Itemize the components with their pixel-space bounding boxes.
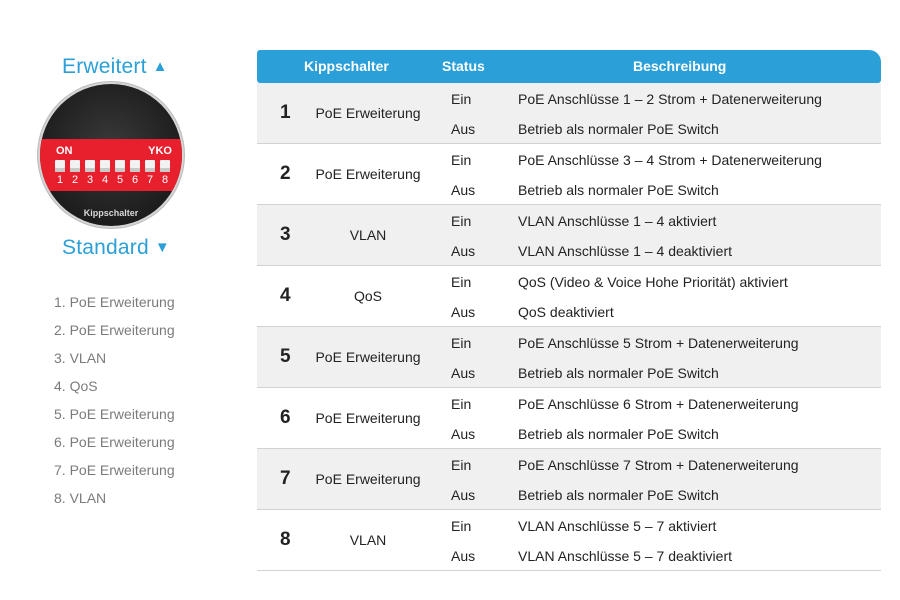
row-function: PoE Erweiterung bbox=[315, 349, 421, 365]
list-item: 6. PoE Erweiterung bbox=[54, 434, 175, 450]
table-row bbox=[257, 449, 881, 510]
desc-off: Betrieb als normaler PoE Switch bbox=[518, 182, 719, 198]
status-off: Aus bbox=[451, 487, 476, 503]
advanced-text: Erweitert bbox=[62, 55, 147, 78]
standard-mode-label bbox=[62, 236, 170, 260]
desc-on: PoE Anschlüsse 3 – 4 Strom + Datenerweiterung bbox=[518, 152, 822, 168]
table-row bbox=[257, 510, 881, 571]
desc-on: VLAN Anschlüsse 1 – 4 aktiviert bbox=[518, 213, 717, 229]
status-off: Aus bbox=[451, 365, 476, 381]
row-number: 4 bbox=[280, 285, 291, 306]
status-on: Ein bbox=[451, 152, 472, 168]
list-item: 2. PoE Erweiterung bbox=[54, 322, 175, 338]
dip-lever bbox=[100, 160, 110, 172]
status-off: Aus bbox=[451, 426, 476, 442]
status-on: Ein bbox=[451, 457, 472, 473]
advanced-mode-label bbox=[62, 55, 168, 79]
desc-on: PoE Anschlüsse 7 Strom + Datenerweiterung bbox=[518, 457, 799, 473]
dip-switch-image bbox=[40, 84, 182, 226]
desc-on: PoE Anschlüsse 5 Strom + Datenerweiterung bbox=[518, 335, 799, 351]
left-panel bbox=[0, 0, 240, 600]
row-function: PoE Erweiterung bbox=[315, 105, 421, 121]
status-off: Aus bbox=[451, 548, 476, 564]
desc-on: QoS (Video & Voice Hohe Priorität) aktiviert bbox=[518, 274, 788, 290]
dip-lever bbox=[70, 160, 80, 172]
switch-legend-list bbox=[54, 288, 175, 512]
list-item: 8. VLAN bbox=[54, 490, 107, 506]
dip-number: 2 bbox=[71, 174, 79, 186]
dip-switch-body bbox=[40, 139, 182, 191]
status-on: Ein bbox=[451, 274, 472, 290]
triangle-down-icon: ▼ bbox=[154, 239, 170, 256]
row-number: 2 bbox=[280, 163, 291, 184]
table-row bbox=[257, 327, 881, 388]
status-on: Ein bbox=[451, 335, 472, 351]
header-description: Beschreibung bbox=[633, 58, 727, 74]
row-number: 6 bbox=[280, 407, 291, 428]
table-header bbox=[257, 50, 881, 83]
row-function: PoE Erweiterung bbox=[315, 410, 421, 426]
desc-off: Betrieb als normaler PoE Switch bbox=[518, 426, 719, 442]
dip-lever bbox=[55, 160, 65, 172]
row-number: 8 bbox=[280, 529, 291, 550]
list-item: 4. QoS bbox=[54, 378, 98, 394]
dip-switch-numbers bbox=[54, 174, 174, 188]
header-status: Status bbox=[442, 58, 485, 74]
standard-text: Standard bbox=[62, 236, 149, 259]
row-function: VLAN bbox=[349, 532, 387, 548]
list-item: 1. PoE Erweiterung bbox=[54, 294, 175, 310]
row-number: 3 bbox=[280, 224, 291, 245]
list-item: 5. PoE Erweiterung bbox=[54, 406, 175, 422]
dip-caption: Kippschalter bbox=[83, 208, 139, 218]
dip-number: 5 bbox=[116, 174, 124, 186]
dip-number: 3 bbox=[86, 174, 94, 186]
desc-off: Betrieb als normaler PoE Switch bbox=[518, 487, 719, 503]
status-off: Aus bbox=[451, 121, 476, 137]
desc-off: VLAN Anschlüsse 5 – 7 deaktiviert bbox=[518, 548, 733, 564]
dip-number: 6 bbox=[131, 174, 139, 186]
table-row bbox=[257, 83, 881, 144]
status-on: Ein bbox=[451, 396, 472, 412]
row-number: 5 bbox=[280, 346, 291, 367]
dip-on-label: ON bbox=[56, 145, 73, 157]
list-item: 3. VLAN bbox=[54, 350, 107, 366]
dip-lever bbox=[160, 160, 170, 172]
desc-on: VLAN Anschlüsse 5 – 7 aktiviert bbox=[518, 518, 717, 534]
list-item: 7. PoE Erweiterung bbox=[54, 462, 175, 478]
triangle-up-icon: ▲ bbox=[152, 58, 168, 75]
dip-lever bbox=[145, 160, 155, 172]
desc-on: PoE Anschlüsse 6 Strom + Datenerweiterung bbox=[518, 396, 799, 412]
desc-off: QoS deaktiviert bbox=[518, 304, 614, 320]
status-off: Aus bbox=[451, 243, 476, 259]
dip-lever bbox=[85, 160, 95, 172]
dip-number: 8 bbox=[161, 174, 169, 186]
header-switch: Kippschalter bbox=[304, 58, 389, 74]
desc-on: PoE Anschlüsse 1 – 2 Strom + Datenerweiterung bbox=[518, 91, 822, 107]
table-row bbox=[257, 144, 881, 205]
dip-lever bbox=[115, 160, 125, 172]
dip-switch-levers bbox=[54, 160, 174, 174]
dip-lever bbox=[130, 160, 140, 172]
desc-off: Betrieb als normaler PoE Switch bbox=[518, 365, 719, 381]
row-function: VLAN bbox=[349, 227, 387, 243]
status-on: Ein bbox=[451, 91, 472, 107]
row-function: PoE Erweiterung bbox=[315, 166, 421, 182]
status-on: Ein bbox=[451, 518, 472, 534]
dip-number: 1 bbox=[56, 174, 64, 186]
table-row bbox=[257, 388, 881, 449]
row-number: 1 bbox=[280, 102, 291, 123]
table-row bbox=[257, 266, 881, 327]
switch-table bbox=[257, 50, 881, 571]
dip-number: 4 bbox=[101, 174, 109, 186]
desc-off: Betrieb als normaler PoE Switch bbox=[518, 121, 719, 137]
desc-off: VLAN Anschlüsse 1 – 4 deaktiviert bbox=[518, 243, 733, 259]
dip-brand-label: YKO bbox=[148, 145, 172, 157]
row-function: QoS bbox=[353, 288, 382, 304]
dip-number: 7 bbox=[146, 174, 154, 186]
row-number: 7 bbox=[280, 468, 291, 489]
table-row bbox=[257, 205, 881, 266]
status-off: Aus bbox=[451, 304, 476, 320]
status-off: Aus bbox=[451, 182, 476, 198]
status-on: Ein bbox=[451, 213, 472, 229]
row-function: PoE Erweiterung bbox=[315, 471, 421, 487]
